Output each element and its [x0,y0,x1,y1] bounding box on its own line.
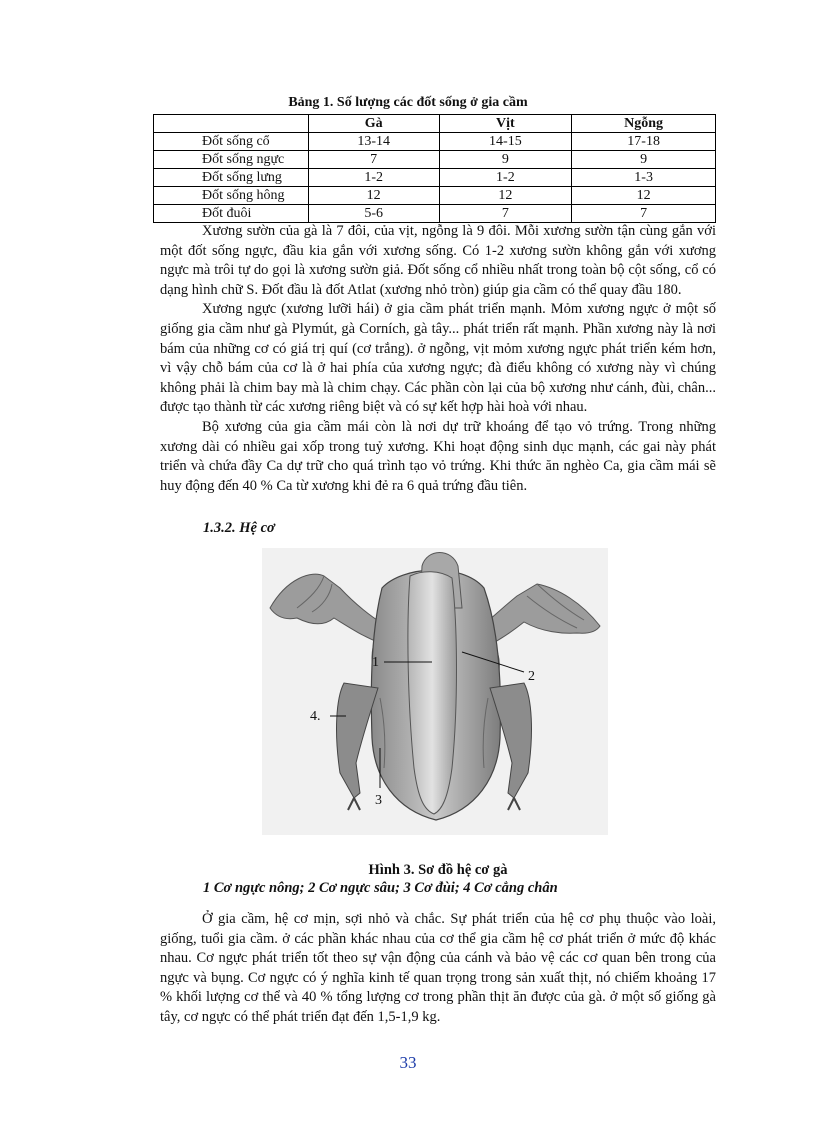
header-vit: Vịt [439,115,572,133]
body-text-block-1 [160,222,716,496]
page-number: 33 [399,1053,417,1072]
cell-ga: 13-14 [308,133,439,151]
paragraph-calcium: Bộ xương của gia cầm mái còn là nơi dự trữ khoáng để tạo vỏ trứng. Trong những xương dài có nhiều gai xốp trong tuỷ xương. Khi hoạt động sinh dục mạnh, các gai này phát triển và chứa đầy Ca dự trữ cho quá trình tạo vỏ trứng. Khi thức ăn nghèo Ca, gia cầm mái sẽ huy động đến 40 % Ca từ xương khi đẻ ra 6 quả trứng đầu tiên. [160,418,716,494]
figure-legend: 1 Cơ ngực nông; 2 Cơ ngực sâu; 3 Cơ đùi; 4 Cơ cẳng chân [203,880,558,896]
vertebrae-table [153,114,716,223]
section-heading: 1.3.2. Hệ cơ [203,520,275,536]
row-label: Đốt sống hông [154,187,309,205]
cell-ga: 7 [308,151,439,169]
row-label: Đốt sống ngực [154,151,309,169]
cell-ga: 5-6 [308,205,439,223]
figure-label-1: 1 [372,655,379,670]
row-label: Đốt đuôi [154,205,309,223]
table-row [154,187,716,205]
cell-ngong: 1-3 [572,169,716,187]
figure-label-4: 4. [310,709,321,724]
cell-ga: 1-2 [308,169,439,187]
cell-vit: 14-15 [439,133,572,151]
row-label: Đốt sống cổ [154,133,309,151]
cell-ga: 12 [308,187,439,205]
cell-ngong: 9 [572,151,716,169]
cell-vit: 1-2 [439,169,572,187]
body-text-block-2 [160,910,716,1028]
table-row [154,133,716,151]
paragraph-sternum: Xương ngực (xương lưỡi hái) ở gia cầm phát triển mạnh. Mỏm xương ngực ở một số giống gia cầm như gà Plymút, gà Corních, gà tây... phát triển rất mạnh. Phần xương này là nơi bám của những cơ có giá trị quí (cơ trắng). ở ngỗng, vịt mỏm xương ngực phát triển kém hơn, vì vậy chỗ bám của cơ là ở hai phía của xương ngực; đà điểu không có xương này vì chúng không phải là chim bay mà là chim chạy. Các phần còn lại của bộ xương như cánh, đùi, chân... được tạo thành từ các xương riêng biệt và có sự kết hợp hài hoà với nhau. [160,301,716,416]
table-header-row [154,115,716,133]
table-row [154,205,716,223]
table-row [154,169,716,187]
paragraph-ribs: Xương sườn của gà là 7 đôi, của vịt, ngỗng là 9 đôi. Mỗi xương sườn tận cùng gắn với một đốt sống ngực, đầu kia gắn với xương sống. Có 1-2 xương sườn không gắn với xương ngực mà trôi tự do gọi là xương sườn giả. Đốt sống cổ nhiều nhất trong toàn bộ cột sống, cổ có dạng hình chữ S. Đốt đầu là đốt Atlat (xương nhỏ tròn) giúp gia cầm có thể quay đầu 180. [160,223,716,298]
cell-ngong: 12 [572,187,716,205]
row-label: Đốt sống lưng [154,169,309,187]
cell-vit: 12 [439,187,572,205]
figure-title: Hình 3. Sơ đồ hệ cơ gà [368,862,508,878]
figure-label-2: 2 [528,669,535,684]
header-ngong: Ngỗng [572,115,716,133]
table-caption: Bảng 1. Số lượng các đốt sống ở gia cầm [288,95,528,110]
breast-muscle [408,572,457,814]
header-ga: Gà [308,115,439,133]
figure-label-3: 3 [375,793,382,808]
table-row [154,151,716,169]
header-empty [154,115,309,133]
chicken-muscle-figure [262,548,608,835]
cell-vit: 9 [439,151,572,169]
cell-vit: 7 [439,205,572,223]
cell-ngong: 7 [572,205,716,223]
cell-ngong: 17-18 [572,133,716,151]
paragraph-muscle: Ở gia cầm, hệ cơ mịn, sợi nhỏ và chắc. Sự phát triển của hệ cơ phụ thuộc vào loài, giống, tuổi gia cầm. ở các phần khác nhau của cơ thể gia cầm hệ cơ phát triển ở mức độ khác nhau. Cơ ngực phát triển tốt theo sự vận động của cánh và bảo vệ các cơ quan bên trong của ngực và bụng. Cơ ngực có ý nghĩa kinh tế quan trọng trong sản xuất thịt, nó chiếm khoảng 17 % khối lượng cơ thể và 40 % tổng lượng cơ trong phần thịt ăn được của gà. ở một số giống gà tây, cơ ngực có thể phát triển đạt đến 1,5-1,9 kg. [160,911,716,1025]
